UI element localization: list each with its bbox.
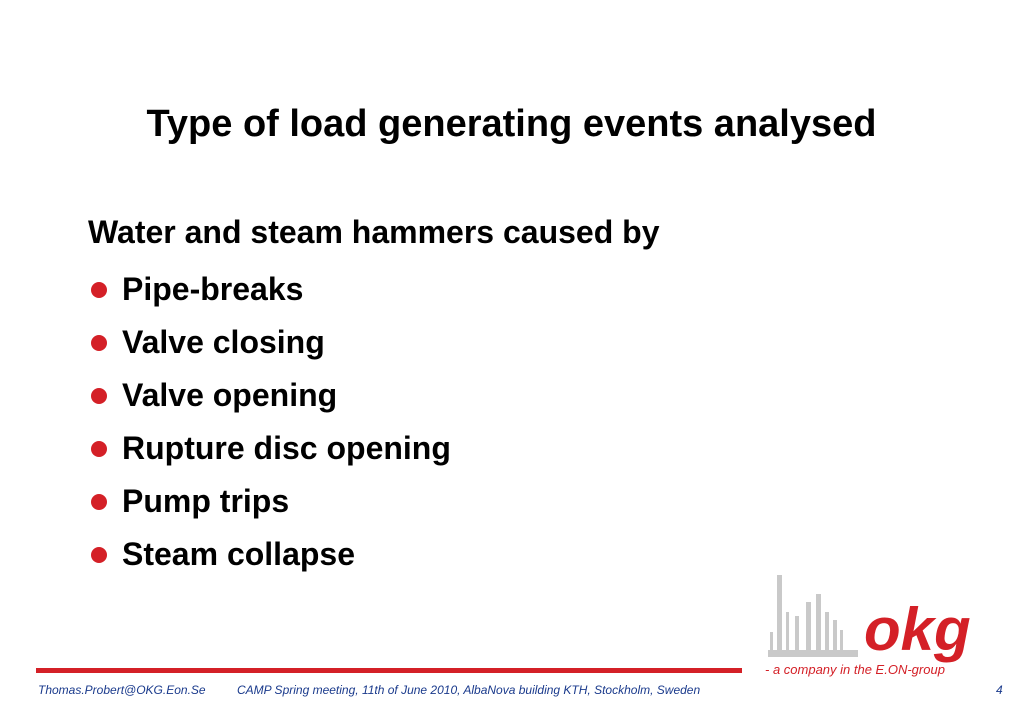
bullet-dot-icon [91, 335, 107, 351]
bullet-text: Valve closing [122, 324, 325, 360]
okg-wordmark: okg [864, 596, 971, 663]
bullet-item [88, 316, 451, 369]
bullet-text: Rupture disc opening [122, 430, 451, 466]
bullet-item [88, 528, 451, 581]
footer-event: CAMP Spring meeting, 11th of June 2010, AlbaNova building KTH, Stockholm, Sweden [237, 683, 701, 697]
bullet-dot-icon [91, 441, 107, 457]
logo-tagline: - a company in the E.ON-group [765, 662, 945, 677]
bullet-item [88, 475, 451, 528]
plant-skyline-icon [768, 575, 858, 657]
intro-text: Water and steam hammers caused by [88, 214, 660, 250]
bullet-item [88, 369, 451, 422]
page-number: 4 [996, 683, 1003, 697]
bullet-dot-icon [91, 547, 107, 563]
bullet-dot-icon [91, 388, 107, 404]
bullet-text: Valve opening [122, 377, 338, 413]
slide-title: Type of load generating events analysed [146, 103, 877, 145]
bullet-dot-icon [91, 494, 107, 510]
footer-divider [36, 668, 742, 673]
bullet-item [88, 263, 451, 316]
footer-email: Thomas.Probert@OKG.Eon.Se [38, 683, 206, 697]
bullet-item [88, 422, 451, 475]
bullet-text: Pipe-breaks [122, 271, 304, 307]
bullet-list [88, 263, 451, 581]
bullet-text: Steam collapse [122, 536, 355, 572]
bullet-dot-icon [91, 282, 107, 298]
bullet-text: Pump trips [122, 483, 290, 519]
